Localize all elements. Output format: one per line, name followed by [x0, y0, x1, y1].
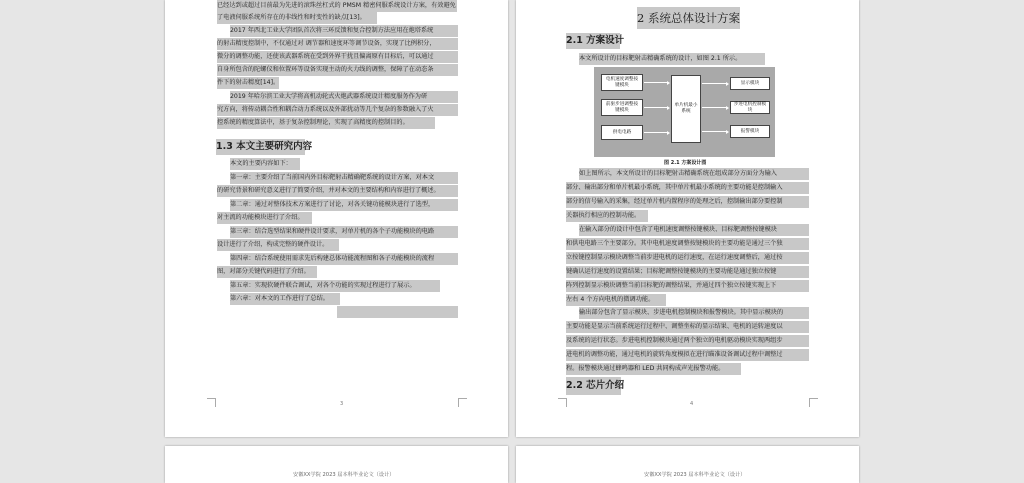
- connector-line: [644, 107, 667, 108]
- text-line: 部分、输出部分和单片机最小系统，其中单片机最小系统的主要功能是控制输入: [566, 182, 809, 194]
- text-line: 在输入部分的设计中包含了电机速度调整按键模块、目标靶调整按键模块: [579, 224, 809, 236]
- text-line: 如上图所示，本文所设计的目标靶射击精确系统在组成部分方面分为输入: [579, 168, 809, 180]
- page-footer: 安徽XX学院 2023 届本科毕业论文（设计）: [644, 472, 746, 478]
- page-number: 3: [340, 401, 344, 407]
- text-line: 对主流的功能模块进行了介绍。: [217, 212, 312, 224]
- text-line: 立按键控制显示模块调整当前步进电机的运行速度，在运行速度调整后，通过按: [566, 252, 809, 264]
- system-block-diagram: [594, 67, 775, 157]
- text-line: 的研究背景和研究意义进行了简要介绍，并对本文的主要结构和内容进行了概述。: [217, 185, 458, 197]
- intro-paragraph: 本文所设计的目标靶射击精确系统的设计，如图 2.1 所示。: [579, 53, 765, 65]
- text-line: 图，对部分关键代码进行了介绍。: [217, 266, 317, 278]
- text-line: 设计进行了介绍，构成完整的硬件设计。: [217, 239, 339, 251]
- text-line: 输出部分包含了显示模块、步进电机控制模块和报警模块。其中显示模块的: [579, 307, 809, 319]
- connector-line: [702, 83, 726, 84]
- text-line: 自身所包含的陀螺仪和位置环等设备实现主动的火力线的调整，保障了在动态条: [217, 64, 458, 76]
- stepper-control-module-box: 步进电机控制模块: [730, 101, 770, 114]
- arrow-icon: [667, 81, 670, 85]
- margin-mark: [558, 398, 567, 407]
- mcu-minimum-system-box: 单片机最小系统: [671, 75, 701, 143]
- margin-mark: [458, 398, 467, 407]
- text-line: 进电机的调整功能，通过电机的旋转角度模拟在进行瞄准设备调试过程中调整过: [566, 349, 809, 361]
- margin-mark: [207, 398, 216, 407]
- section-heading-2-2: 2.2 芯片介绍: [566, 377, 621, 395]
- margin-mark: [809, 398, 818, 407]
- text-line: 部分的信号输入的采集，经过单片机内置程序的处理之后，控制输出部分要控制: [566, 196, 809, 208]
- arrow-icon: [726, 82, 729, 86]
- text-line: 阵列控制显示模块调整当前目标靶的调整结果，并通过四个独立按键实现上下: [566, 280, 809, 292]
- arrow-icon: [667, 131, 670, 135]
- text-line: 2017 年西北工业大学团队首次将三环反馈和复合控制方法应用在炮塔系统: [230, 25, 458, 37]
- text-line: 和供电电路三个主要部分。其中电机速度调整按键模块的主要功能是通过三个独: [566, 238, 809, 250]
- motor-speed-button-module-box: 电机速度调整按键模块: [601, 74, 643, 91]
- connector-line: [702, 131, 726, 132]
- text-line: 第三章：结合选型结果和硬件设计要求，对单片机的各个子功能模块的电路: [230, 226, 458, 238]
- page-footer: 安徽XX学院 2023 届本科毕业论文（设计）: [293, 472, 395, 478]
- arrow-icon: [667, 106, 670, 110]
- text-line: 了电液伺服系统所存在的非线性和时变性的缺点[13]。: [217, 12, 377, 24]
- document-page-5-top: [165, 446, 508, 483]
- text-line: 及系统的运行状态。步进电机控制模块通过两个独立的电机驱动模块实现两组步: [566, 335, 809, 347]
- connector-line: [644, 132, 667, 133]
- text-line: 关器执行相应的控制功能。: [566, 210, 648, 222]
- target-button-module-box: 前驱步进调整按键模块: [601, 99, 643, 116]
- display-module-box: 显示模块: [730, 77, 770, 90]
- connector-line: [644, 82, 667, 83]
- chapter-title: 2 系统总体设计方案: [637, 7, 740, 29]
- text-line: 第六章：对本文的工作进行了总结。: [230, 293, 340, 305]
- text-line: 程。报警模块通过蜂鸣器和 LED 共同构成声光报警功能。: [566, 363, 741, 375]
- power-circuit-box: 供电电路: [601, 125, 643, 140]
- figure-caption: 图 2.1 方案设计图: [664, 160, 707, 166]
- text-line: 的射击精度控制中，不仅通过对 调节器和速度环等调节设备，实现了比例积分，: [217, 38, 458, 50]
- text-line: 键确认运行速度的设置结果；目标靶调整按键模块的主要功能是通过独立按键: [566, 266, 809, 278]
- section-heading-2-1: 2.1 方案设计: [566, 33, 620, 49]
- text-line: 第五章：实现软硬件联合调试，对各个功能的实现过程进行了展示。: [230, 280, 440, 292]
- document-page-6-top: [516, 446, 859, 483]
- text-line: 2019 年哈尔滨工业大学将高机动轮式火炮武器系统设计精度服务作为研: [230, 91, 458, 103]
- connector-line: [702, 107, 726, 108]
- page-number: 4: [690, 401, 694, 407]
- text-line: 究方向，将传动耦合性和耦合动力系统以及外部扰动等几个复杂的参数融入了火: [217, 104, 458, 116]
- text-line: [337, 306, 458, 318]
- text-line: 本文的主要内容如下：: [230, 158, 300, 170]
- text-line: 控系统的精度算法中，基于复杂控制理论，实现了高精度的控制目的。: [217, 117, 435, 129]
- text-line: 主要功能是显示当前系统运行过程中、调整坐标的显示结果、电机的运转速度以: [566, 321, 809, 333]
- text-line: 第一章：主要介绍了当前国内外目标靶射击精确靶系统的设计方案，对本文: [230, 172, 458, 184]
- text-line: 件下的射击精度[14]。: [217, 77, 279, 89]
- arrow-icon: [726, 130, 729, 134]
- text-line: 微分的调整功能，还使该武器系统在受到外界干扰且偏离原有目标后，可以通过: [217, 51, 458, 63]
- text-line: 第二章：通过对整体技术方案进行了讨论，对各关键功能模块进行了选型，: [230, 199, 458, 211]
- arrow-icon: [726, 106, 729, 110]
- text-line: 第四章：结合系统使用需求先后构建总体功能流程图和各子功能模块的流程: [230, 253, 458, 265]
- text-line: 左右 4 个方向电机的微调功能。: [566, 294, 666, 306]
- alarm-module-box: 报警模块: [730, 125, 770, 138]
- section-heading-1-3: 1.3 本文主要研究内容: [216, 139, 305, 155]
- text-line: 已经达到或超过目前最为先进的滚珠丝杠式的 PMSM 精密伺服系统设计方案，有效避免: [217, 0, 457, 12]
